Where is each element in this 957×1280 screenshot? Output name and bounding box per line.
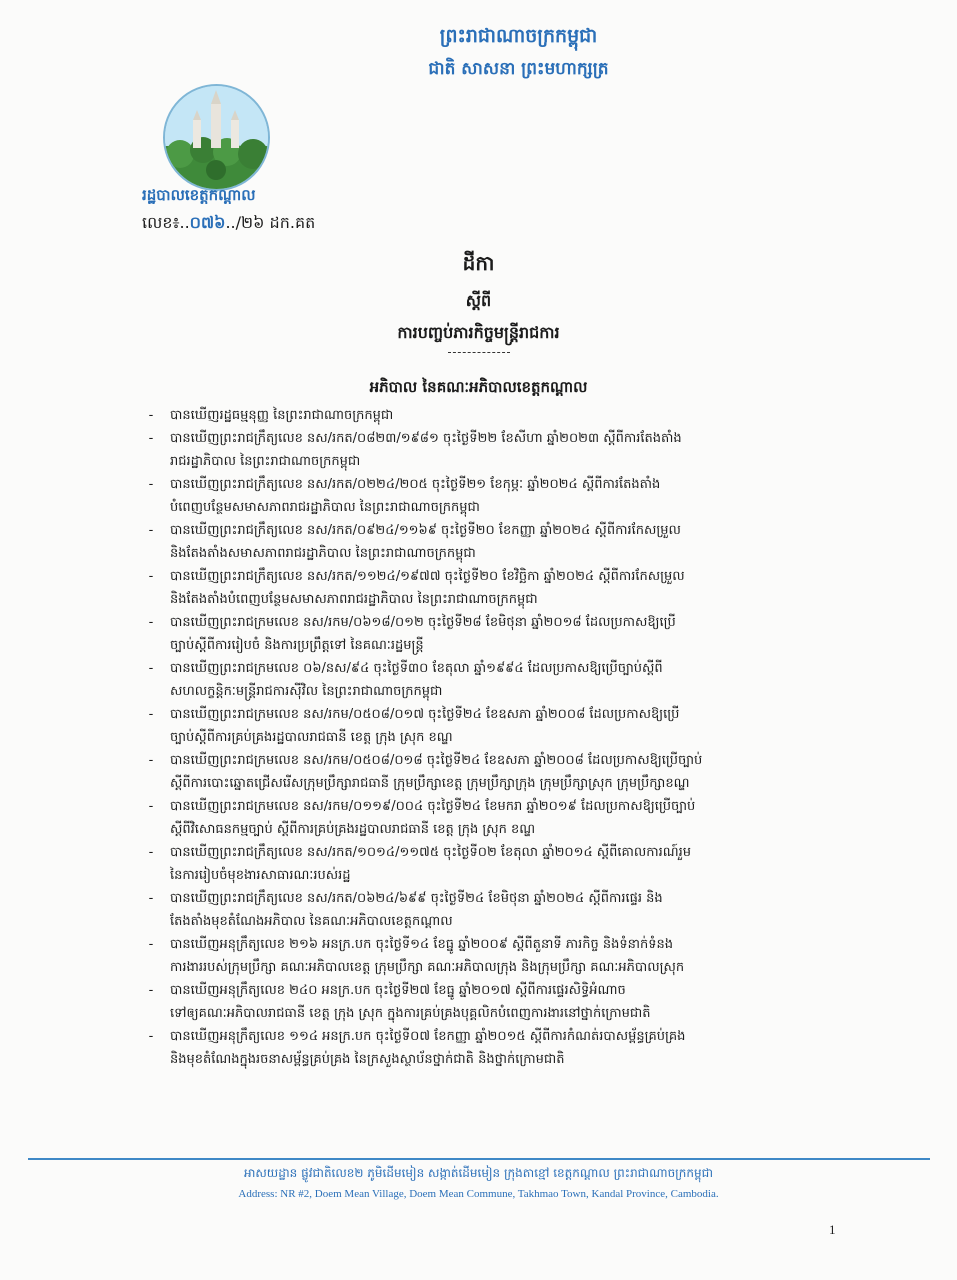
document-subject: ការបញ្ចប់ភារកិច្ចមន្ត្រីរាជការ [397,323,560,342]
list-item: - បានឃើញរដ្ឋធម្មនុញ្ញ នៃព្រះរាជាណាចក្រកម្ពុជា [148,408,394,423]
list-item: - បានឃើញព្រះរាជក្រឹត្យលេខ នស/រកត/១០១៤/១១៧៥ ចុះថ្ងៃទី០២ ខែតុលា ឆ្នាំ២០១៤ ស្ដីពីគោលការណ៍រួម នៃការរៀបចំមុខងារសាធារណៈរបស់រដ្ឋ [148,845,692,883]
national-motto: ជាតិ សាសនា ព្រះមហាក្សត្រ [428,59,609,79]
provincial-administration-name: រដ្ឋបាលខេត្តកណ្ដាល [142,186,256,204]
list-item: - បានឃើញព្រះរាជក្រឹត្យលេខ នស/រកត/១១២៤/១៩៧៧ ចុះថ្ងៃទី២០ ខែវិច្ឆិកា ឆ្នាំ២០២៤ ស្ដីពីការកែសម្រួល និងតែងតាំងបំពេញបន្ថែមសមាសភាពរាជរដ្ឋាភិបាល នៃព្រះរាជាណាចក្រកម្ពុជា [148,569,685,607]
issuing-authority: អភិបាល នៃគណៈអភិបាលខេត្តកណ្ដាល [369,378,588,396]
list-item: - បានឃើញព្រះរាជក្រមលេខ នស/រកម/០១១៩/០០៤ ចុះថ្ងៃទី២៤ ខែមករា ឆ្នាំ២០១៩ ដែលប្រកាសឱ្យប្រើច្បាប់ ស្ដីពីវិសោធនកម្មច្បាប់ ស្ដីពីការគ្រប់គ្រងរដ្ឋបាលរាជធានី ខេត្ត ក្រុង ស្រុក ខណ្ឌ [148,799,696,837]
list-item: - បានឃើញអនុក្រឹត្យលេខ ២៤០ អនក្រ.បក ចុះថ្ងៃទី២៧ ខែធ្នូ ឆ្នាំ២០១៧ ស្ដីពីការផ្ទេរសិទ្ធិអំណាច ទៅឲ្យគណៈអភិបាលរាជធានី ខេត្ត ក្រុង ស្រុក ក្នុងការគ្រប់គ្រងបុគ្គលិកបំពេញការងារនៅថ្នាក់ក្រោមជាតិ [148,983,651,1021]
footer-divider [28,1158,930,1160]
list-item: - បានឃើញព្រះរាជក្រមលេខ ០៦/នស/៩៤ ចុះថ្ងៃទី៣០ ខែតុលា ឆ្នាំ១៩៩៤ ដែលប្រកាសឱ្យប្រើច្បាប់ស្ដីពី សហលក្ខន្តិកៈមន្ត្រីរាជការស៊ីវិល នៃព្រះរាជាណាចក្រកម្ពុជា [148,661,663,699]
reference-suffix: ../២៦ ដក.គត [225,213,316,232]
reference-number: ០៧៦ [189,213,226,232]
reference-number-line [142,212,315,236]
kingdom-heading: ព្រះរាជាណាចក្រកម្ពុជា [439,25,598,47]
list-item: - បានឃើញព្រះរាជក្រឹត្យលេខ នស/រកត/០៦២៤/៦៩៩ ចុះថ្ងៃទី២៤ ខែមិថុនា ឆ្នាំ២០២៤ ស្ដីពីការផ្ទេរ និង តែងតាំងមុខតំណែងអភិបាល នៃគណៈអភិបាលខេត្តកណ្ដាល [148,891,663,929]
page-number: 1 [829,1222,836,1237]
address-english: Address: NR #2, Doem Mean Village, Doem Mean Commune, Takhmao Town, Kandal Province, Cambodia. [238,1188,719,1200]
legal-basis-list [144,404,844,1071]
list-item: - បានឃើញព្រះរាជក្រឹត្យលេខ នស/រកត/០២២៤/២០៥ ចុះថ្ងៃទី២១ ខែកុម្ភៈ ឆ្នាំ២០២៤ ស្ដីពីការតែងតាំង បំពេញបន្ថែមសមាសភាពរាជរដ្ឋាភិបាល នៃព្រះរាជាណាចក្រកម្ពុជា [148,477,661,515]
list-item: - បានឃើញព្រះរាជក្រឹត្យលេខ នស/រកត/០៨២៣/១៩៨១ ចុះថ្ងៃទី២២ ខែសីហា ឆ្នាំ២០២៣ ស្ដីពីការតែងតាំង រាជរដ្ឋាភិបាល នៃព្រះរាជាណាចក្រកម្ពុជា [148,431,682,469]
list-item: - បានឃើញព្រះរាជក្រឹត្យលេខ នស/រកត/០៩២៤/១១៦៩ ចុះថ្ងៃទី២០ ខែកញ្ញា ឆ្នាំ២០២៤ ស្ដីពីការកែសម្រួល និងតែងតាំងសមាសភាពរាជរដ្ឋាភិបាល នៃព្រះរាជាណាចក្រកម្ពុជា [148,523,681,561]
document-type-title: ដីកា [462,251,495,275]
title-divider [448,352,510,353]
list-item: - បានឃើញព្រះរាជក្រមលេខ នស/រកម/០៦១៨/០១២ ចុះថ្ងៃទី២៨ ខែមិថុនា ឆ្នាំ២០១៨ ដែលប្រកាសឱ្យប្រើ ច្បាប់ស្ដីពីការរៀបចំ និងការប្រព្រឹត្តទៅ នៃគណៈរដ្ឋមន្ត្រី [148,615,676,653]
about-label: ស្ដីពី [465,291,492,310]
list-item: - បានឃើញអនុក្រឹត្យលេខ ១១៤ អនក្រ.បក ចុះថ្ងៃទី០៧ ខែកញ្ញា ឆ្នាំ២០១៥ ស្ដីពីការកំណត់របាសម្ព័ន្ធគ្រប់គ្រង និងមុខតំណែងក្នុងរចនាសម្ព័ន្ធគ្រប់គ្រង នៃក្រសួងស្ថាប័នថ្នាក់ជាតិ និងថ្នាក់ក្រោមជាតិ [148,1029,686,1067]
list-item: - បានឃើញព្រះរាជក្រមលេខ នស/រកម/០៥០៨/០១៨ ចុះថ្ងៃទី២៤ ខែឧសភា ឆ្នាំ២០០៨ ដែលប្រកាសឱ្យប្រើច្បាប់ ស្ដីពីការបោះឆ្នោតជ្រើសរើសក្រុមប្រឹក្សារាជធានី ក្រុមប្រឹក្សាខេត្ត ក្រុមប្រឹក្សាក្រុង ក្រុមប្រឹក្សាស្រុក ក្រុមប្រឹក្សាខណ្ឌ [148,753,703,791]
address-khmer: អាសយដ្ឋាន ផ្លូវជាតិលេខ២ ភូមិដើមមៀន សង្កាត់ដើមមៀន ក្រុងតាខ្មៅ ខេត្តកណ្ដាល ព្រះរាជាណាចក្រកម្ពុជា [243,1166,714,1180]
reference-prefix: លេខ៖.. [142,213,190,232]
list-item: - បានឃើញព្រះរាជក្រមលេខ នស/រកម/០៥០៨/០១៧ ចុះថ្ងៃទី២៤ ខែឧសភា ឆ្នាំ២០០៨ ដែលប្រកាសឱ្យប្រើ ច្បាប់ស្ដីពីការគ្រប់គ្រងរដ្ឋបាលរាជធានី ខេត្ត ក្រុង ស្រុក ខណ្ឌ [148,707,680,745]
province-logo-emblem [163,84,270,191]
list-item: - បានឃើញអនុក្រឹត្យលេខ ២១៦ អនក្រ.បក ចុះថ្ងៃទី១៤ ខែធ្នូ ឆ្នាំ២០០៩ ស្ដីពីតួនាទី ភារកិច្ច និងទំនាក់ទំនង ការងាររបស់ក្រុមប្រឹក្សា គណៈអភិបាលខេត្ត ក្រុមប្រឹក្សា គណៈអភិបាលក្រុង និងក្រុមប្រឹក្សា គណៈអភិបាលស្រុក [148,937,685,975]
